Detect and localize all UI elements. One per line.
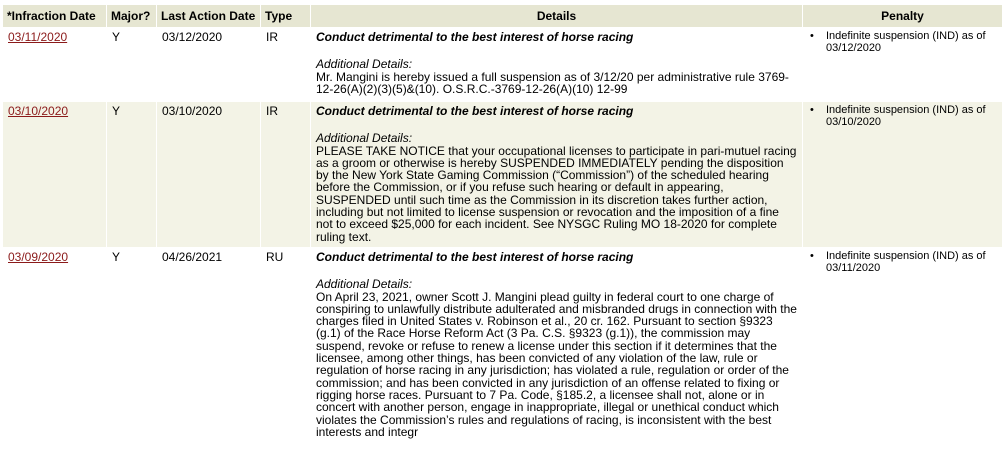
- table-row: [3, 248, 1003, 468]
- details-headline: Conduct detrimental to the best interest of horse racing: [316, 250, 634, 264]
- infraction-date-cell: [3, 248, 107, 468]
- penalty-item: • Indefinite suspension (IND) as of 03/10/2020: [822, 105, 998, 128]
- last-action-date-cell: 04/26/2021: [157, 248, 261, 468]
- additional-details-text: PLEASE TAKE NOTICE that your occupational licenses to participate in pari-mutuel racing as a groom or otherwise is hereby SUSPENDED IMMEDIATELY pending the disposition by the New York State Gaming Commission (“Commission”) of the scheduled hearing before the Commission, or if you refuse such hearing or default in appearing, SUSPENDED until such time as the Commission in its discretion takes further action, including but not limited to license suspension or revocation and the imposition of a fine not to exceed $25,000 for each incident. See NYSGC Ruling MO 18-2020 for complete ruling text.: [316, 143, 797, 244]
- details-cell: [311, 248, 803, 468]
- last-action-date-cell: 03/10/2020: [157, 102, 261, 248]
- table-row: [3, 28, 1003, 102]
- rulings-table: [2, 4, 1003, 468]
- details-cell: [311, 28, 803, 102]
- type-cell: IR: [261, 28, 311, 102]
- infraction-date-cell: [3, 28, 107, 102]
- col-infraction-date[interactable]: *Infraction Date: [3, 5, 107, 28]
- penalty-item: • Indefinite suspension (IND) as of 03/11/2020: [822, 251, 998, 274]
- major-cell: Y: [107, 102, 157, 248]
- infraction-date-cell: [3, 102, 107, 248]
- col-last-action-date[interactable]: Last Action Date: [157, 5, 261, 28]
- infraction-date-link[interactable]: 03/09/2020: [8, 250, 69, 264]
- penalty-list: [808, 105, 998, 128]
- penalty-cell: [803, 102, 1003, 248]
- additional-details-label: Additional Details:: [316, 131, 413, 146]
- col-type[interactable]: Type: [261, 5, 311, 28]
- table-header-row: [3, 5, 1003, 28]
- major-cell: Y: [107, 248, 157, 468]
- penalty-cell: [803, 248, 1003, 468]
- type-cell: RU: [261, 248, 311, 468]
- col-details[interactable]: Details: [311, 5, 803, 28]
- additional-details-text: On April 23, 2021, owner Scott J. Mangini plead guilty in federal court to one charge of conspiring to unlawfully distribute adulterated and misbranded drugs in connection with the charges filed in United States v. Robinson et al., 20 cr. 162. Pursuant to section §9323 (g.1) of the Race Horse Reform Act (3 Pa. C.S. §9323 (g.1)), the commission may suspend, revoke or refuse to renew a license under this section if it determines that the licensee, among other things, has been convicted of any violation of the law, rule or regulation of horse racing in any jurisdiction; has violated a rule, regulation or order of the commission; and has been convicted in any jurisdiction of an offense related to fixing or rigging horse races. Pursuant to 7 Pa. Code, §185.2, a licensee shall not, alone or in concert with another person, engage in inappropriate, illegal or unethical conduct which violates the Commission’s rules and regulations of racing, is inconsistent with the best interests and integr: [316, 289, 797, 439]
- penalty-cell: [803, 28, 1003, 102]
- details-headline: Conduct detrimental to the best interest of horse racing: [316, 104, 634, 118]
- last-action-date-cell: 03/12/2020: [157, 28, 261, 102]
- details-cell: [311, 102, 803, 248]
- penalty-item: • Indefinite suspension (IND) as of 03/12/2020: [822, 31, 998, 54]
- table-row: [3, 102, 1003, 248]
- details-headline: Conduct detrimental to the best interest of horse racing: [316, 30, 634, 44]
- additional-details-label: Additional Details:: [316, 277, 413, 292]
- penalty-list: [808, 31, 998, 54]
- col-major[interactable]: Major?: [107, 5, 157, 28]
- penalty-list: [808, 251, 998, 274]
- infraction-date-link[interactable]: 03/11/2020: [8, 30, 68, 44]
- additional-details-label: Additional Details:: [316, 57, 413, 72]
- additional-details-text: Mr. Mangini is hereby issued a full suspension as of 3/12/20 per administrative rule 3769-12-26(A)(2)(3)(5)&(10). O.S.R.C.-3769-12-26(A)(10) 12-99: [316, 69, 789, 96]
- infraction-date-link[interactable]: 03/10/2020: [8, 104, 69, 118]
- major-cell: Y: [107, 28, 157, 102]
- type-cell: IR: [261, 102, 311, 248]
- col-penalty[interactable]: Penalty: [803, 5, 1003, 28]
